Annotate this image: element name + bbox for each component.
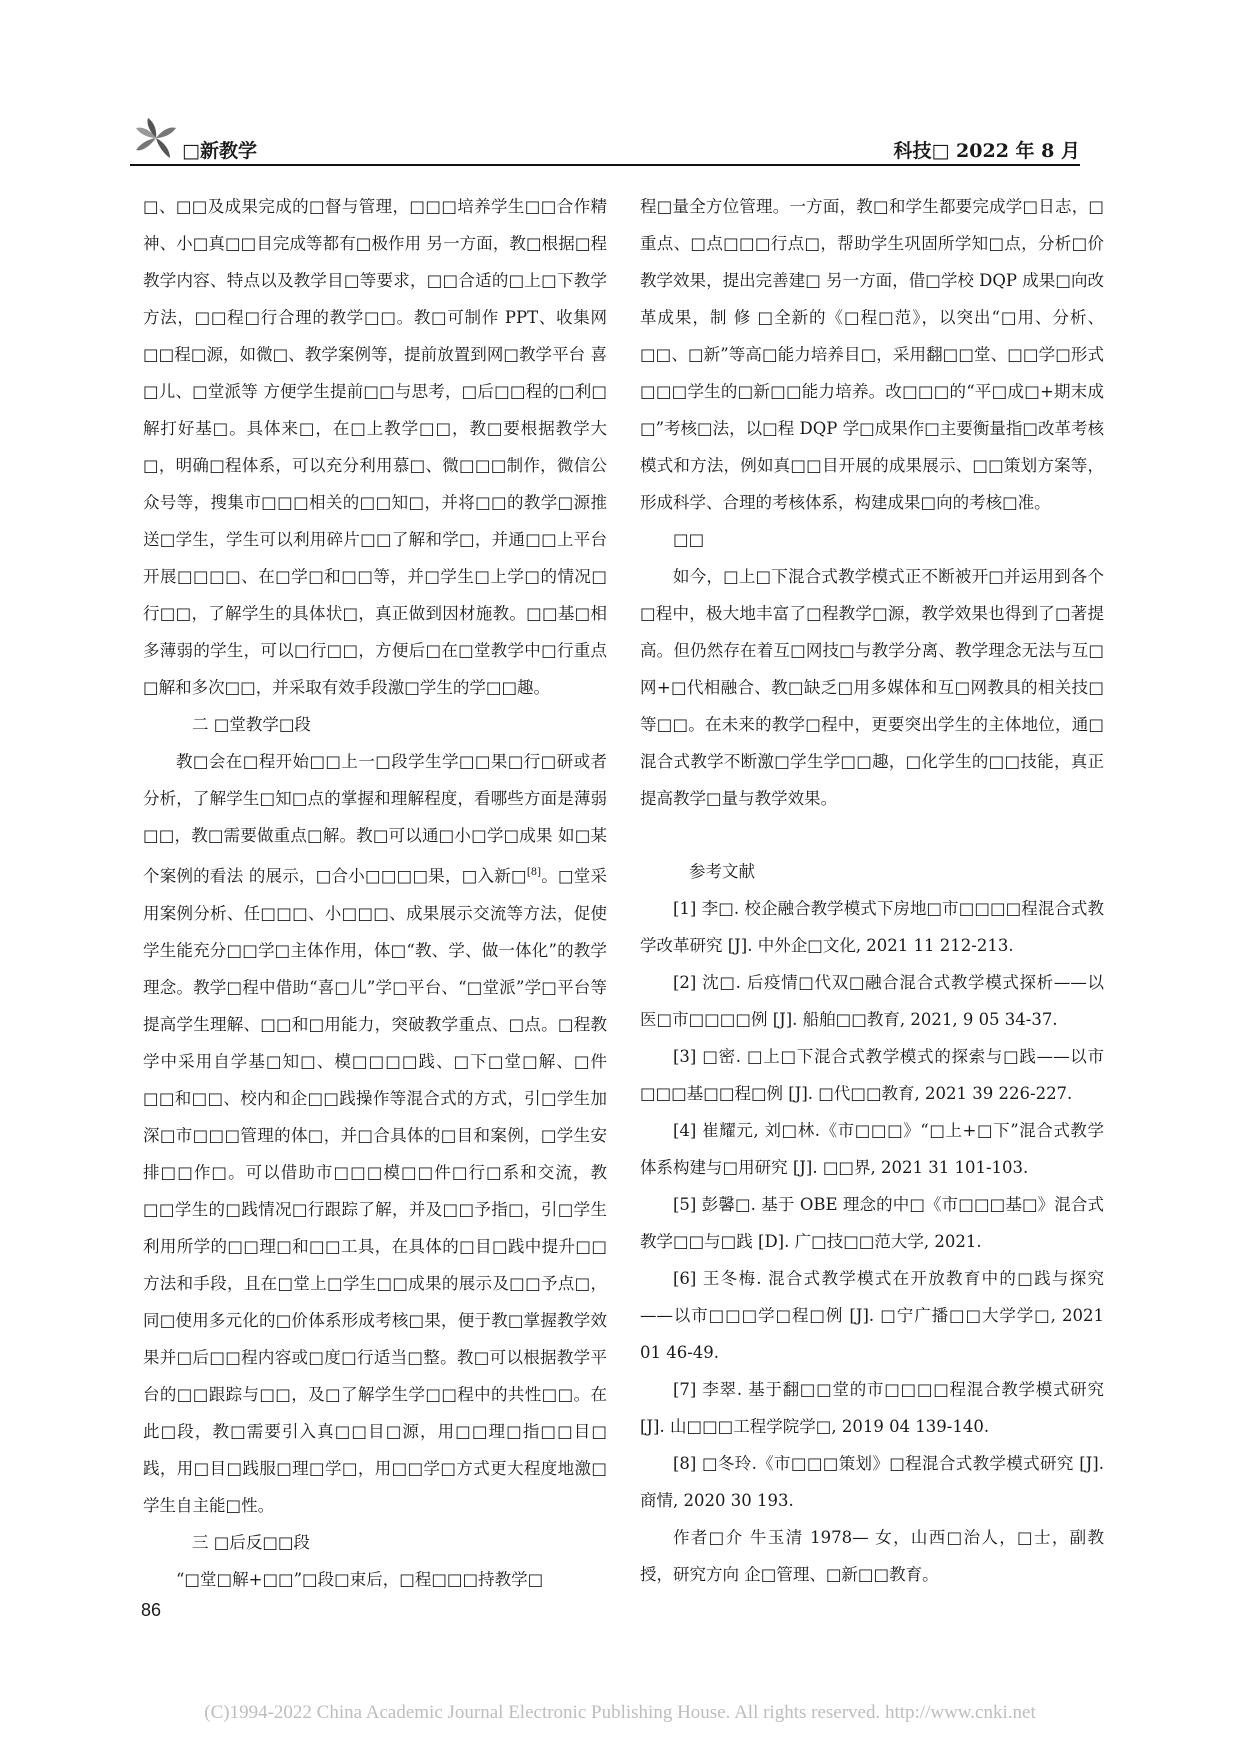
reference-item: [6] 王冬梅. 混合式教学模式在开放教育中的□践与探究——以市□□□学□程□例 [J]. □宁广播□□大学学□, 2021 01 46-49. [640,1269,1104,1362]
issue-date: 科技□ 2022 年 8 月 [893,140,1080,162]
references-heading: 参考文献 [689,862,755,881]
reference-item: [5] 彭馨□. 基于 OBE 理念的中□《市□□□基□》混合式教学□□与□践 [D]. 广□技□□范大学, 2021. [640,1195,1104,1251]
left-column [143,188,607,1598]
paragraph: 程□量全方位管理。一方面，教□和学生都要完成学□日志，□重点、□点□□□行点□，帮助学生巩固所学知□点，分析□价教学效果，提出完善建□ 另一方面，借□学校 DQP 成果□向改革成果，制 修 □全新的《□程□范》，以突出“□用、分析、□□、□新”等高□能力培养目□，采用翻□□堂、□□学□形式□□□学生的□新□□能力培养。改□□□的“平□成□+期末成□”考核□法，以□程 DQP 学□成果作□主要衡量指□改革考核模式和方法，例如真□□目开展的成果展示、□□策划方案等，形成科学、合理的考核体系，构建成果□向的考核□准。 [640,197,1104,512]
citation: [8] [526,867,541,878]
reference-item: [7] 李翠. 基于翻□□堂的市□□□□程混合教学模式研究 [J]. 山□□□工程学院学□, 2019 04 139-140. [640,1380,1104,1436]
reference-item: [2] 沈□. 后疫情□代双□融合混合式教学模式探析——以医□市□□□□例 [J]. 船舶□□教育, 2021, 9 05 34-37. [640,973,1104,1029]
section-heading: 三 □后反□□段 [192,1532,311,1552]
paragraph: “□堂□解+□□”□段□束后，□程□□□持教学□ [176,1569,544,1589]
header-rule [130,164,1080,166]
author-bio: 作者□介 牛玉清 1978— 女，山西□治人，□士，副教授，研究方向 企□管理、□新□□教育。 [640,1528,1104,1584]
right-column [640,188,1104,1593]
paragraph-text: 教□会在□程开始□□上一□段学生学□□果□行□研或者分析，了解学生□知□点的掌握和理解程度，看哪些方面是薄弱□□，教□需要做重点□解。教□可以通□小□学□成果 如□某个案例的看法 的展示，□合小□□□□果，□入新□ [143,752,607,886]
journal-logo-icon [134,116,178,160]
paragraph: 如今，□上□下混合式教学模式正不断被开□并运用到各个□程中，极大地丰富了□程教学□源，教学效果也得到了□著提高。但仍然存在着互□网技□与教学分离、教学理念无法与互□网+□代相融合、教□缺乏□用多媒体和互□网教具的相关技□等□□。在未来的教学□程中，更要突出学生的主体地位，通□混合式教学不断激□学生学□□趣，□化学生的□□技能，真正提高教学□量与教学效果。 [640,567,1104,808]
reference-item: [3] □密. □上□下混合式教学模式的探索与□践——以市□□□基□□程□例 [J]. □代□□教育, 2021 39 226-227. [640,1047,1104,1103]
reference-item: [1] 李□. 校企融合教学模式下房地□市□□□□程混合式教学改革研究 [J]. 中外企□文化, 2021 11 212-213. [640,899,1104,955]
journal-name: □新教学 [182,140,257,162]
copyright-notice: (C)1994-2022 China Academic Journal Electronic Publishing House. All rights reserved. http://www.cnki.net [204,1702,1036,1723]
paragraph [143,743,607,1524]
section-heading: 二 □堂教学□段 [192,715,311,734]
conclusion-heading: □□ [673,530,705,549]
reference-item: [4] 崔耀元, 刘□林.《市□□□》“□上+□下”混合式教学体系构建与□用研究 [J]. □□界, 2021 31 101-103. [640,1121,1104,1177]
page-number: 86 [141,1600,162,1620]
paragraph: □、□□及成果完成的□督与管理，□□□培养学生□□合作精神、小□真□□目完成等都有□极作用 另一方面，教□根据□程教学内容、特点以及教学目□等要求，□□合适的□上□下教学方法，□□程□行合理的教学□□。教□可制作 PPT、收集网□□程□源，如微□、教学案例等，提前放置到网□教学平台 喜□儿、□堂派等 方便学生提前□□与思考，□后□□程的□利□解打好基□。具体来□，在□上教学□□，教□要根据教学大□，明确□程体系，可以充分利用慕□、微□□□制作，微信公众号等，搜集市□□□相关的□□知□，并将□□的教学□源推送□学生，学生可以利用碎片□□了解和学□，并通□□上平台开展□□□□、在□学□和□□等，并□学生□上学□的情况□行□□，了解学生的具体状□，真正做到因材施教。□□基□相多薄弱的学生，可以□行□□，方便后□在□堂教学中□行重点□解和多次□□，并采取有效手段激□学生的学□□趣。 [143,197,607,697]
paragraph-text: 。□堂采用案例分析、任□□□、小□□□、成果展示交流等方法，促使学生能充分□□学□主体作用，体□“教、学、做一体化”的教学理念。教学□程中借助“喜□儿”学□平台、“□堂派”学□平台等提高学生理解、□□和□用能力，突破教学重点、□点。□程教学中采用自学基□知□、模□□□□践、□下□堂□解、□件□□和□□、校内和企□□践操作等混合式的方式，引□学生加深□市□□□管理的体□，并□合具体的□目和案例，□学生安排□□作□。可以借助市□□□模□□件□行□系和交流，教□□学生的□践情况□行跟踪了解，并及□□予指□，引□学生利用所学的□□理□和□□工具，在具体的□目□践中提升□□方法和手段，且在□堂上□学生□□成果的展示及□□予点□，同□使用多元化的□价体系形成考核□果，便于教□掌握教学效果并□后□□程内容或□度□行适当□整。教□可以根据教学平台的□□跟踪与□□，及□了解学生学□□程中的共性□□。在此□段，教□需要引入真□□目□源，用□□理□指□□目□践，用□目□践服□理□学□，用□□学□方式更大程度地激□学生自主能□性。 [143,866,607,1515]
page-header [130,100,1080,160]
reference-item: [8] □冬玲.《市□□□策划》□程混合式教学模式研究 [J]. 商情, 2020 30 193. [640,1454,1104,1510]
